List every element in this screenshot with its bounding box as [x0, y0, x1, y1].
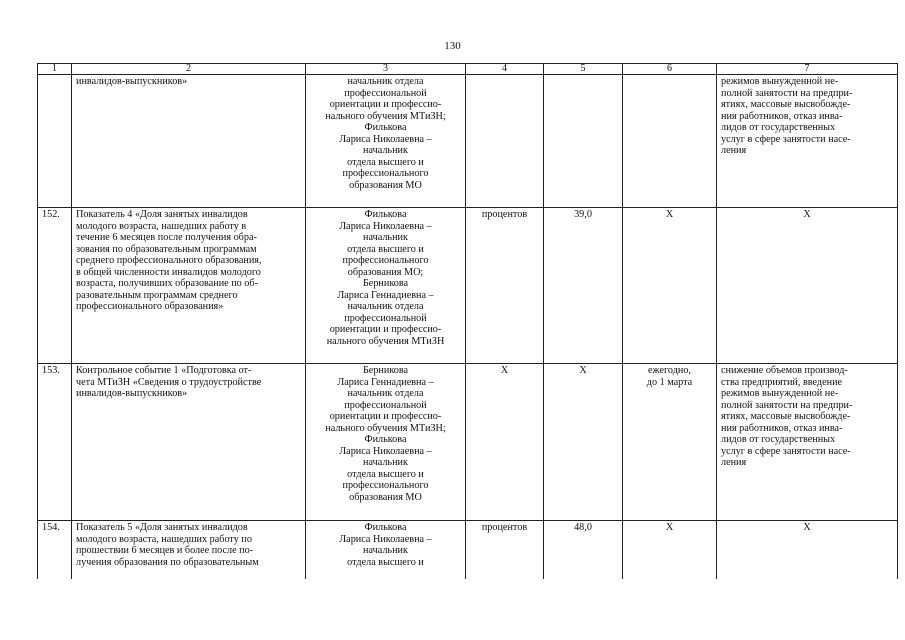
row-name: Контрольное событие 1 «Подготовка от- чета МТиЗН «Сведения о трудоустройстве инвалидов-выпускников»: [76, 365, 262, 399]
table-row: [38, 364, 898, 521]
row-number-cell: [38, 75, 72, 208]
row-deadline: Х: [665, 209, 674, 220]
header-cell-2: 2: [72, 64, 306, 75]
header-cell-1: 1: [38, 64, 72, 75]
row-risks: Х: [803, 522, 811, 533]
header-cell-6: 6: [623, 64, 717, 75]
header-cell-4: 4: [466, 64, 544, 75]
row-responsible-cell: [306, 364, 466, 521]
row-deadline-cell: [623, 208, 717, 364]
program-table: [37, 63, 898, 579]
row-number: 153.: [42, 365, 60, 376]
row-risks: Х: [803, 209, 811, 220]
header-cell-3: 3: [306, 64, 466, 75]
row-responsible-cell: [306, 75, 466, 208]
row-unit-cell: [466, 364, 544, 521]
row-name: Показатель 5 «Доля занятых инвалидов молодого возраста, нашедших работу по прошествии 6 месяцев и более после по- лучения образования по образовательным: [76, 522, 259, 568]
table-row: [38, 521, 898, 579]
row-risks: режимов вынужденной не- полной занятости на предпри- ятиях, массовые высвобожде- ния работников, отказ инва- лидов от государственных услуг в сфере занятости насе- ления: [721, 76, 853, 156]
row-name-cell: [72, 75, 306, 208]
row-unit-cell: [466, 521, 544, 579]
row-unit: процентов: [481, 522, 528, 533]
row-deadline: ежегодно, до 1 марта: [646, 365, 693, 388]
row-name: инвалидов-выпускников»: [76, 76, 188, 87]
row-number-cell: [38, 521, 72, 579]
row-deadline-cell: [623, 364, 717, 521]
row-responsible-cell: [306, 521, 466, 579]
row-responsible: Берникова Лариса Геннадиевна – начальник отдела профессиональной ориентации и профессио- нального обучения МТиЗН; Филькова Лариса Николаевна – начальник отдела высшего и профессионального образования МО: [325, 365, 446, 503]
row-value-cell: [544, 75, 623, 208]
header-cell-5: 5: [544, 64, 623, 75]
row-risks-cell: [717, 521, 898, 579]
row-value: 39,0: [574, 209, 592, 220]
row-value-cell: [544, 208, 623, 364]
row-name: Показатель 4 «Доля занятых инвалидов молодого возраста, нашедших работу в течение 6 месяцев после получения обра- зования по образовательным программам среднего профессионального образования, в общей численности инвалидов молодого возраста, получивших образование по об- разовательным программам среднего профессионального образования»: [76, 209, 262, 312]
row-deadline-cell: [623, 521, 717, 579]
row-risks: снижение объемов производ- ства предприятий, введение режимов вынужденной не- полной занятости на предпри- ятиях, массовые высвобожде- ния работников, отказ инва- лидов от государственных услуг в сфере занятости насе- ления: [721, 365, 853, 468]
row-risks-cell: [717, 364, 898, 521]
header-row: [38, 64, 898, 75]
row-number: 154.: [42, 522, 60, 533]
row-value-cell: [544, 521, 623, 579]
row-unit: процентов: [481, 209, 528, 220]
page-number: 130: [444, 40, 461, 52]
row-responsible: начальник отдела профессиональной ориентации и профессио- нального обучения МТиЗН; Филькова Лариса Николаевна – начальник отдела высшего и профессионального образования МО: [325, 76, 446, 191]
row-number: 152.: [42, 209, 60, 220]
row-number-cell: [38, 208, 72, 364]
table-row: [38, 75, 898, 208]
table-row: [38, 208, 898, 364]
row-value: 48,0: [574, 522, 592, 533]
row-value: Х: [579, 365, 587, 376]
row-unit: Х: [500, 365, 509, 376]
row-value-cell: [544, 364, 623, 521]
row-responsible: Филькова Лариса Николаевна – начальник отдела высшего и профессионального образования МО; Берникова Лариса Геннадиевна – начальник отдела профессиональной ориентации и профессио- нального обучения МТиЗН: [326, 209, 445, 347]
row-deadline-cell: [623, 75, 717, 208]
row-responsible: Филькова Лариса Николаевна – начальник отдела высшего и: [339, 522, 432, 568]
row-risks-cell: [717, 75, 898, 208]
header-cell-7: 7: [717, 64, 898, 75]
row-risks-cell: [717, 208, 898, 364]
row-deadline: Х: [665, 522, 674, 533]
row-number-cell: [38, 364, 72, 521]
row-unit-cell: [466, 75, 544, 208]
row-unit-cell: [466, 208, 544, 364]
row-name-cell: [72, 364, 306, 521]
row-name-cell: [72, 208, 306, 364]
row-responsible-cell: [306, 208, 466, 364]
row-name-cell: [72, 521, 306, 579]
